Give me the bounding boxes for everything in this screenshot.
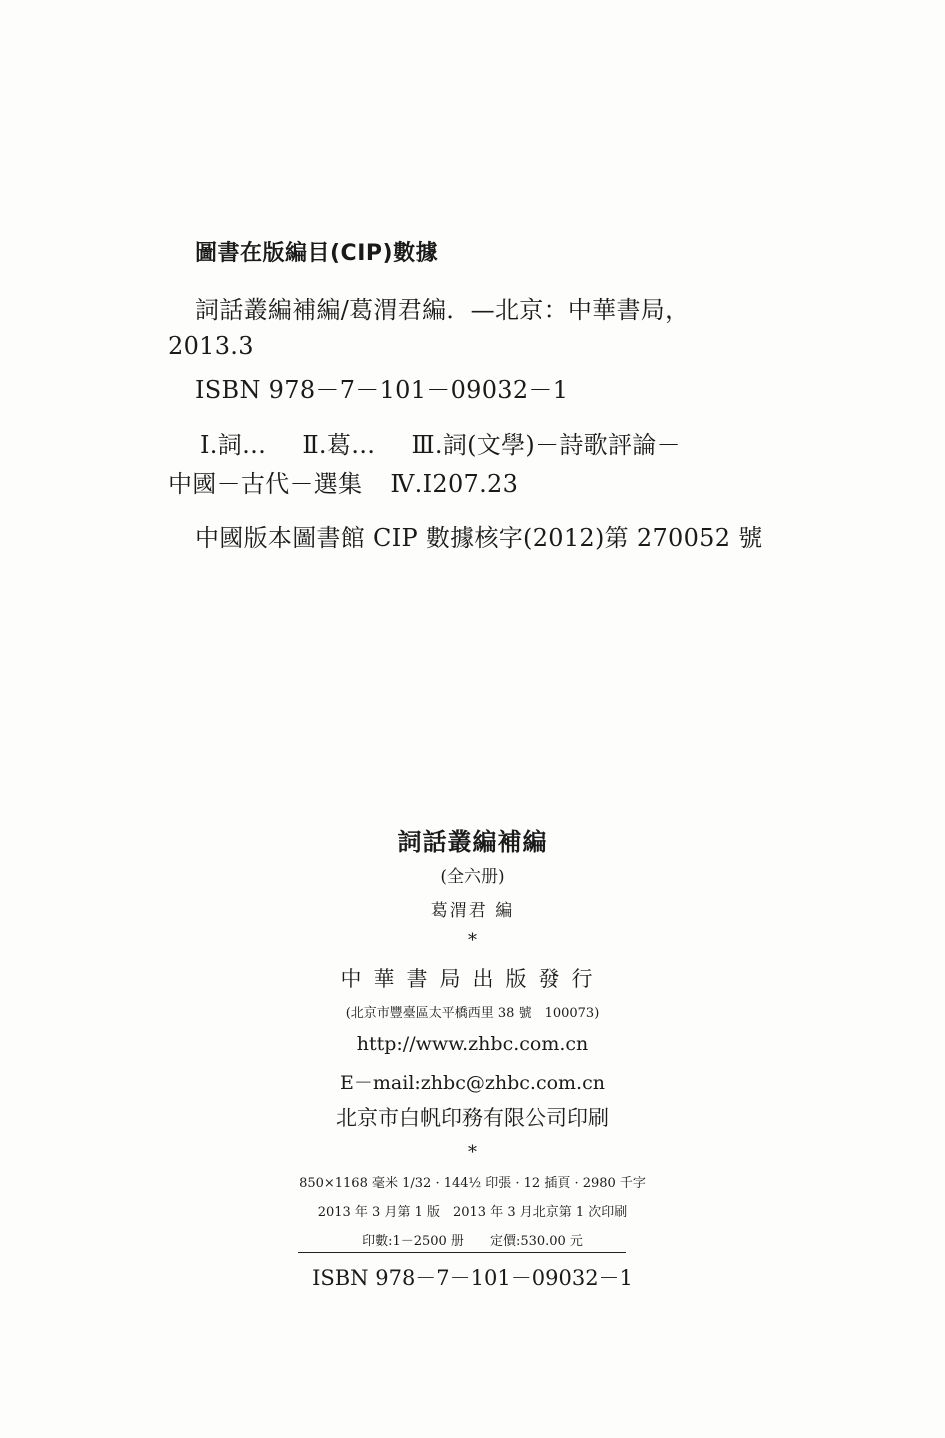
cip-classification-line	[200, 425, 681, 460]
cip-classification-continued	[168, 464, 518, 499]
price: 定價:530.00 元	[489, 1234, 583, 1249]
publisher-address: (北京市豐臺區太平橋西里 38 號 100073)	[345, 1006, 600, 1021]
bottom-isbn: ISBN 978－7－101－09032－1	[312, 1266, 633, 1290]
publisher-line: 中華書局出版發行	[340, 967, 605, 991]
book-title: 詞話叢編補編	[397, 828, 548, 856]
cip-class-iii: Ⅲ.詞(文學)－詩歌評論－	[411, 431, 681, 459]
editor-credit: 葛渭君 編	[430, 901, 515, 921]
separator-asterisk: *	[468, 1142, 477, 1163]
print-count: 印數:1－2500 册	[362, 1234, 464, 1249]
divider-rule	[298, 1252, 626, 1253]
edition-info: 2013 年 3 月第 1 版 2013 年 3 月北京第 1 次印刷	[317, 1205, 628, 1220]
cip-isbn: ISBN 978－7－101－09032－1	[195, 376, 569, 404]
cip-publication-date: 2013.3	[168, 332, 254, 360]
cip-class-cont: 中國－古代－選集	[168, 470, 363, 498]
publisher-email: E－mail:zhbc@zhbc.com.cn	[340, 1072, 605, 1094]
cip-class-iv: Ⅳ.I207.23	[390, 470, 519, 498]
cip-class-i: Ⅰ.詞…	[200, 431, 267, 459]
cip-heading: 圖書在版編目(CIP)數據	[195, 241, 439, 266]
publisher-url: http://www.zhbc.com.cn	[356, 1033, 589, 1055]
printer-line: 北京市白帆印務有限公司印刷	[336, 1106, 609, 1130]
cip-approval-number: 中國版本圖書館 CIP 數據核字(2012)第 270052 號	[195, 524, 763, 552]
print-run-and-price	[0, 1230, 945, 1249]
cip-bibliographic-line: 詞話叢編補編/葛渭君編．—北京：中華書局，	[195, 296, 690, 324]
cip-class-ii: Ⅱ.葛…	[302, 431, 376, 459]
separator-asterisk: *	[468, 930, 477, 951]
volume-count: (全六册)	[440, 867, 505, 887]
format-specs: 850×1168 毫米 1/32 · 144½ 印張 · 12 插頁 · 2980 千字	[299, 1176, 646, 1191]
